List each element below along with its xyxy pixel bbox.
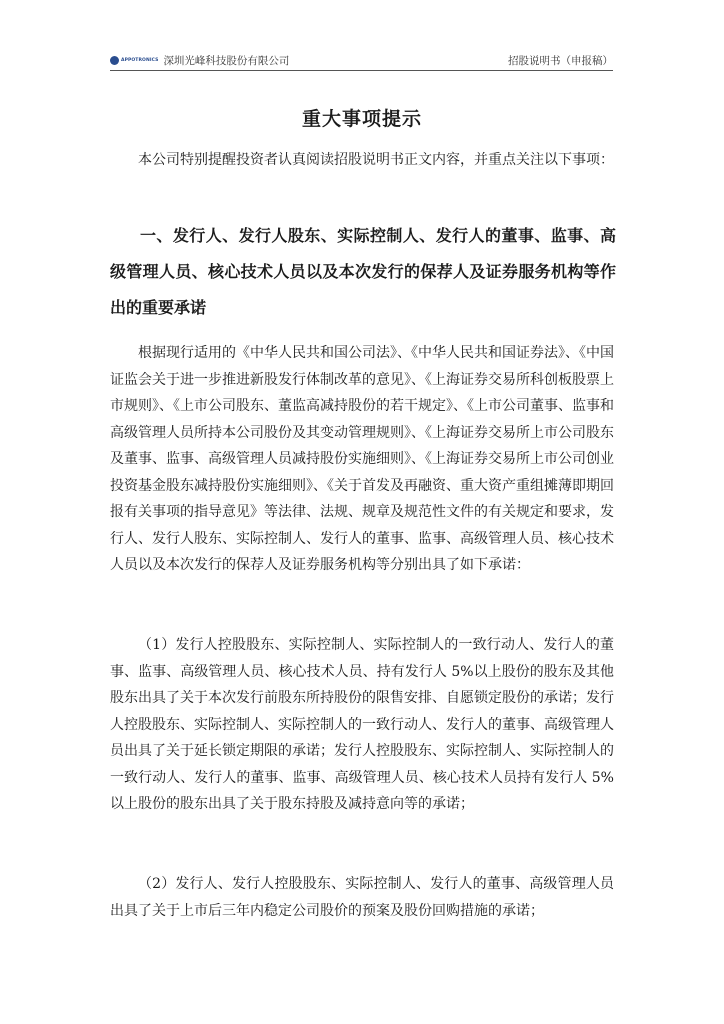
- body-paragraph-commitment-2: （2）发行人、发行人控股股东、实际控制人、发行人的董事、高级管理人员出具了关于上市后三年内稳定公司股价的预案及股份回购措施的承诺；: [110, 876, 614, 919]
- body-paragraph-legal-basis: 根据现行适用的《中华人民共和国公司法》、《中华人民共和国证券法》、《中国证监会关于进一步推进新股发行体制改革的意见》、《上海证券交易所科创板股票上市规则》、《上市公司股东、董监高减持股份的若干规定》、《上市公司董事、监事和高级管理人员所持本公司股份及其变动管理规则》、《上海证券交易所上市公司股东及董事、监事、高级管理人员减持股份实施细则》、《上海证券交易所上市公司创业投资基金股东减持股份实施细则》、《关于首发及再融资、重大资产重组摊薄即期回报有关事项的指导意见》等法律、法规、规章及规范性文件的有关规定和要求，发行人、发行人股东、实际控制人、发行人的董事、监事、高级管理人员、核心技术人员以及本次发行的保荐人及证券服务机构等分别出具了如下承诺：: [110, 345, 614, 573]
- company-name: 深圳光峰科技股份有限公司: [163, 55, 290, 67]
- section-heading: 一、发行人、发行人股东、实际控制人、发行人的董事、监事、高级管理人员、核心技术人员以及本次发行的保荐人及证券服务机构等作出的重要承诺: [110, 226, 616, 317]
- company-logo: [110, 56, 158, 65]
- page-title: 重大事项提示: [301, 108, 422, 130]
- logo-icon: [110, 56, 119, 65]
- logo-text: APPOTRONICS: [121, 58, 159, 63]
- header-left: [110, 53, 289, 68]
- page-header: [110, 52, 613, 71]
- body-paragraph-commitment-1: （1）发行人控股股东、实际控制人、实际控制人的一致行动人、发行人的董事、监事、高级管理人员、核心技术人员、持有发行人 5%以上股份的股东及其他股东出具了关于本次发行前股东所持股份的限售安排、自愿锁定股份的承诺；发行人控股股东、实际控制人、实际控制人的一致行动人、发行人的董事、高级管理人员出具了关于延长锁定期限的承诺；发行人控股股东、实际控制人、实际控制人的一致行动人、发行人的董事、监事、高级管理人员、核心技术人员持有发行人 5%以上股份的股东出具了关于股东持股及减持意向等的承诺；: [110, 637, 614, 812]
- document-type: 招股说明书（申报稿）: [508, 55, 613, 67]
- intro-paragraph: 本公司特别提醒投资者认真阅读招股说明书正文内容，并重点关注以下事项：: [138, 152, 614, 168]
